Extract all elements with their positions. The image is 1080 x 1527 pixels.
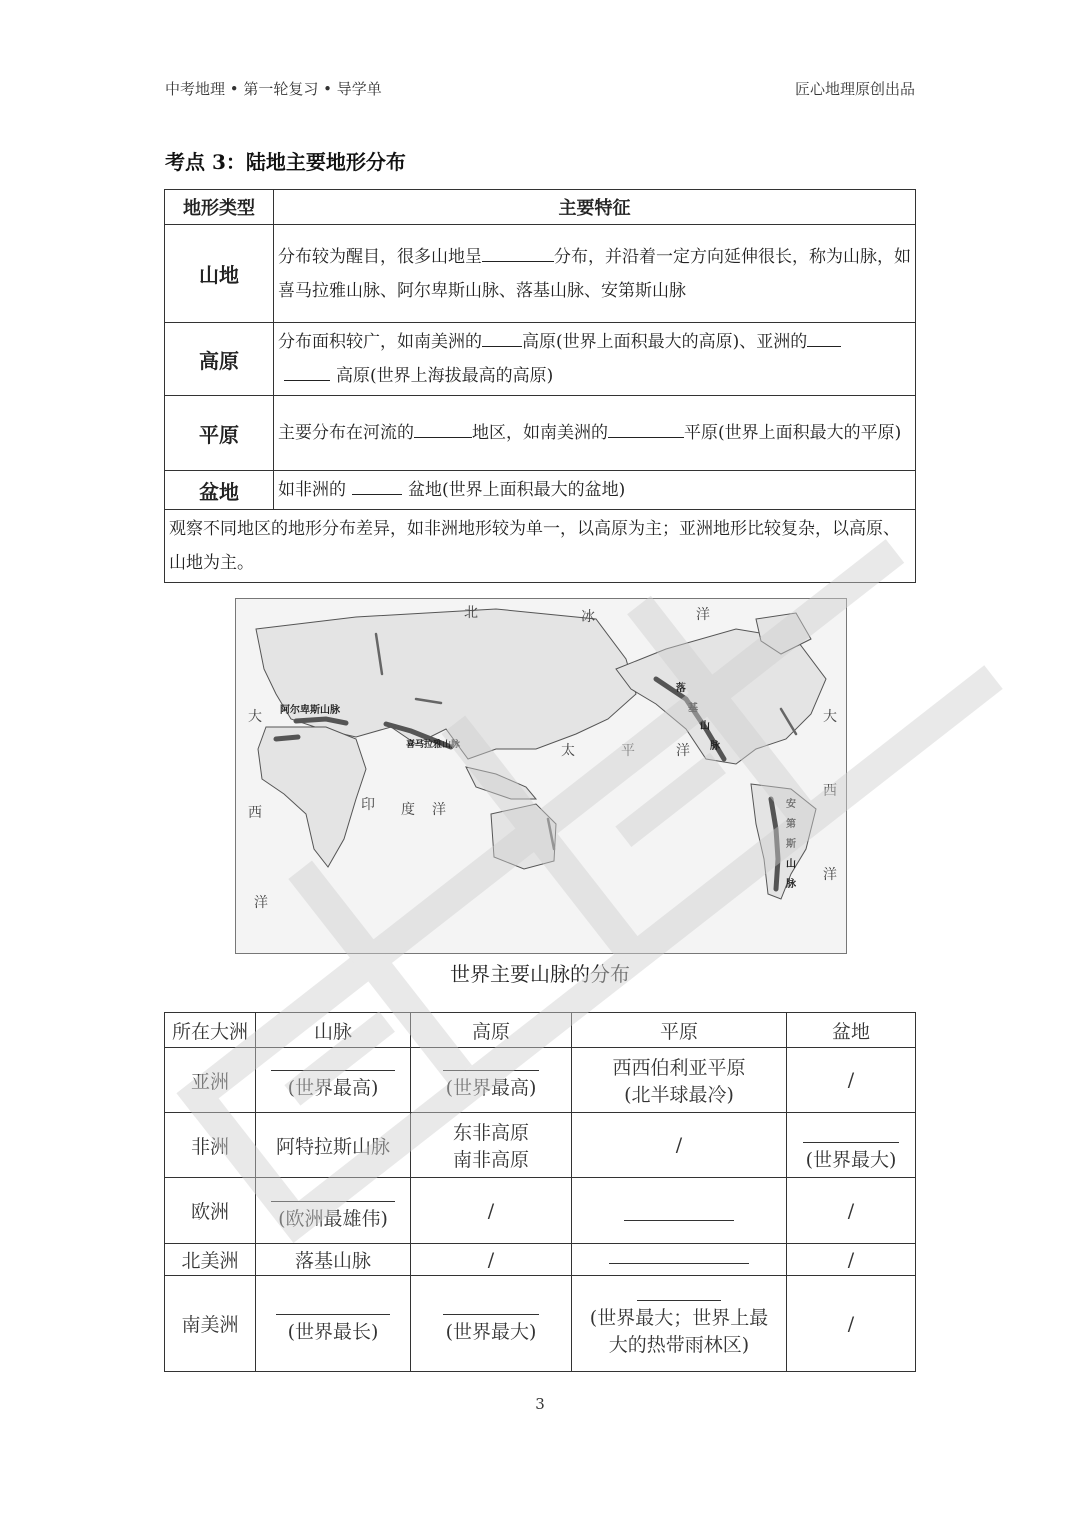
fill-blank	[271, 1060, 395, 1071]
atlas-range	[276, 737, 298, 739]
plateau-cell: /	[411, 1178, 572, 1244]
continent-cell: 北美洲	[165, 1244, 256, 1276]
plateau-cell	[411, 1113, 572, 1178]
fill-blank	[284, 362, 330, 381]
map-label: 大	[248, 709, 262, 725]
basin-cell: /	[787, 1178, 916, 1244]
plain-cell	[572, 1244, 787, 1276]
feature-text: 地区，如南美洲的	[472, 423, 608, 443]
plain-cell	[572, 1276, 787, 1372]
map-label: 西	[248, 805, 262, 821]
continent-table	[164, 1012, 916, 1372]
fill-blank	[609, 1253, 749, 1264]
fill-blank	[624, 1210, 734, 1221]
mountain-label-himalaya: 喜马拉雅山脉	[406, 740, 461, 750]
cell-text: 南非高原	[452, 1149, 529, 1171]
landform-feature	[274, 396, 916, 471]
map-label: 太	[561, 743, 575, 759]
landform-table	[164, 189, 916, 583]
cell-text: 西西伯利亚平原	[612, 1057, 746, 1079]
mountain-label-rocky: 基	[688, 703, 698, 714]
seasia-islands	[466, 767, 536, 799]
mountain-label-rocky: 落	[676, 683, 686, 694]
map-label: 印	[361, 797, 375, 813]
feature-text: 如非洲的	[278, 480, 346, 500]
col-header-basin: 盆地	[787, 1013, 916, 1048]
fill-blank	[482, 243, 554, 262]
cell-text: (欧洲最雄伟)	[278, 1207, 388, 1230]
fill-blank	[443, 1304, 539, 1315]
page-number: 3	[535, 1395, 545, 1413]
plateau-cell: /	[411, 1244, 572, 1276]
africa-land	[258, 727, 366, 867]
fill-blank	[414, 419, 472, 438]
mountain-label-andes: 山	[786, 859, 796, 870]
map-label: 洋	[823, 867, 837, 883]
fill-blank	[276, 1304, 390, 1315]
feature-text: 平原(世界上面积最大的平原)	[684, 423, 902, 443]
fill-blank	[352, 476, 402, 495]
fill-blank	[482, 328, 522, 347]
fill-blank	[637, 1290, 721, 1301]
table-row	[165, 225, 916, 323]
feature-text: 分布面积较广，如南美洲的	[278, 332, 482, 352]
north-america-land	[616, 629, 826, 764]
mountain-label-alps: 阿尔卑斯山脉	[280, 705, 340, 716]
feature-text: 主要分布在河流的	[278, 423, 414, 443]
fill-blank	[443, 1060, 539, 1071]
landform-type: 山地	[165, 225, 274, 323]
map-label: 冰	[581, 609, 595, 625]
plain-cell	[572, 1048, 787, 1113]
map-label: 度	[401, 802, 415, 818]
basin-cell: /	[787, 1276, 916, 1372]
cell-text: (北半球最冷)	[624, 1084, 734, 1106]
table-header-row	[165, 190, 916, 225]
fill-blank	[807, 328, 841, 347]
plateau-cell	[411, 1048, 572, 1113]
mountain-label-rocky: 山	[700, 721, 710, 732]
cell-text: (世界最长)	[287, 1320, 379, 1343]
landform-type: 盆地	[165, 471, 274, 510]
continent-cell: 南美洲	[165, 1276, 256, 1372]
landform-feature	[274, 225, 916, 323]
col-header-plain: 平原	[572, 1013, 787, 1048]
map-label: 洋	[696, 607, 710, 623]
mountain-cell	[256, 1178, 411, 1244]
south-america-land	[751, 784, 816, 899]
map-label: 大	[823, 709, 837, 725]
cell-text: (世界最大)	[445, 1320, 537, 1343]
plain-cell: /	[572, 1113, 787, 1178]
fill-blank	[271, 1191, 395, 1202]
mountain-label-andes: 脉	[786, 879, 796, 890]
table-row	[165, 1113, 916, 1178]
basin-cell: /	[787, 1048, 916, 1113]
map-label: 洋	[254, 895, 268, 911]
landform-type: 高原	[165, 323, 274, 396]
mountain-label-andes: 第	[786, 819, 796, 830]
feature-text: 分布，并沿着一定方向延伸很长，称为山脉，如喜马拉雅山脉、阿尔卑斯山脉、落基山脉、安第斯山脉	[278, 246, 911, 301]
cell-text: (世界最高)	[287, 1077, 379, 1099]
landform-feature	[274, 471, 916, 510]
table-row	[165, 1178, 916, 1244]
table-row	[165, 396, 916, 471]
australia-land	[491, 804, 556, 869]
mountain-cell	[256, 1276, 411, 1372]
col-header-type: 地形类型	[165, 190, 274, 225]
header-left: 中考地理 • 第一轮复习 • 导学单	[165, 80, 382, 98]
mountain-cell: 阿特拉斯山脉	[256, 1113, 411, 1178]
col-header-plateau: 高原	[411, 1013, 572, 1048]
col-header-continent: 所在大洲	[165, 1013, 256, 1048]
basin-cell: /	[787, 1244, 916, 1276]
continent-cell: 欧洲	[165, 1178, 256, 1244]
map-label: 洋	[676, 743, 690, 759]
table-row	[165, 510, 916, 583]
header-right: 匠心地理原创出品	[794, 80, 915, 98]
cell-text: (世界最高)	[445, 1077, 537, 1099]
table-row	[165, 1276, 916, 1372]
cell-text: 大的热带雨林区)	[608, 1334, 750, 1356]
world-mountain-map	[235, 598, 847, 954]
cell-text: (世界最大)	[805, 1149, 897, 1171]
mountain-label-andes: 安	[786, 799, 796, 810]
map-svg	[236, 599, 846, 953]
mountain-cell	[256, 1048, 411, 1113]
cell-text: (世界最大；世界上最	[589, 1307, 769, 1329]
map-label: 洋	[432, 802, 446, 818]
basin-cell	[787, 1113, 916, 1178]
table-row	[165, 1244, 916, 1276]
plateau-cell	[411, 1276, 572, 1372]
table-row	[165, 471, 916, 510]
landform-type: 平原	[165, 396, 274, 471]
continent-cell: 亚洲	[165, 1048, 256, 1113]
continent-cell: 非洲	[165, 1113, 256, 1178]
mountain-label-andes: 斯	[786, 839, 796, 850]
feature-text: 盆地(世界上面积最大的盆地)	[408, 480, 626, 500]
mountain-cell: 落基山脉	[256, 1244, 411, 1276]
feature-text: 分布较为醒目，很多山地呈	[278, 246, 482, 267]
table-header-row	[165, 1013, 916, 1048]
table-row	[165, 323, 916, 396]
col-header-mountain: 山脉	[256, 1013, 411, 1048]
cell-text: 东非高原	[452, 1122, 529, 1144]
plain-cell	[572, 1178, 787, 1244]
fill-blank	[803, 1132, 899, 1143]
col-header-features: 主要特征	[274, 190, 916, 225]
feature-text: 高原(世界上面积最大的高原)、亚洲的	[522, 332, 808, 352]
map-caption: 世界主要山脉的分布	[450, 962, 630, 986]
fill-blank	[608, 419, 684, 438]
landform-feature	[274, 323, 916, 396]
map-label: 北	[464, 605, 478, 621]
table-row	[165, 1048, 916, 1113]
map-label: 西	[823, 783, 837, 799]
section-title: 考点 3：陆地主要地形分布	[165, 150, 406, 174]
mountain-label-rocky: 脉	[710, 741, 720, 752]
map-label: 平	[621, 743, 635, 759]
feature-text: 高原(世界上海拔最高的高原)	[336, 366, 554, 386]
landform-note: 观察不同地区的地形分布差异，如非洲地形较为单一，以高原为主；亚洲地形比较复杂，以高原、山地为主。	[165, 510, 916, 583]
